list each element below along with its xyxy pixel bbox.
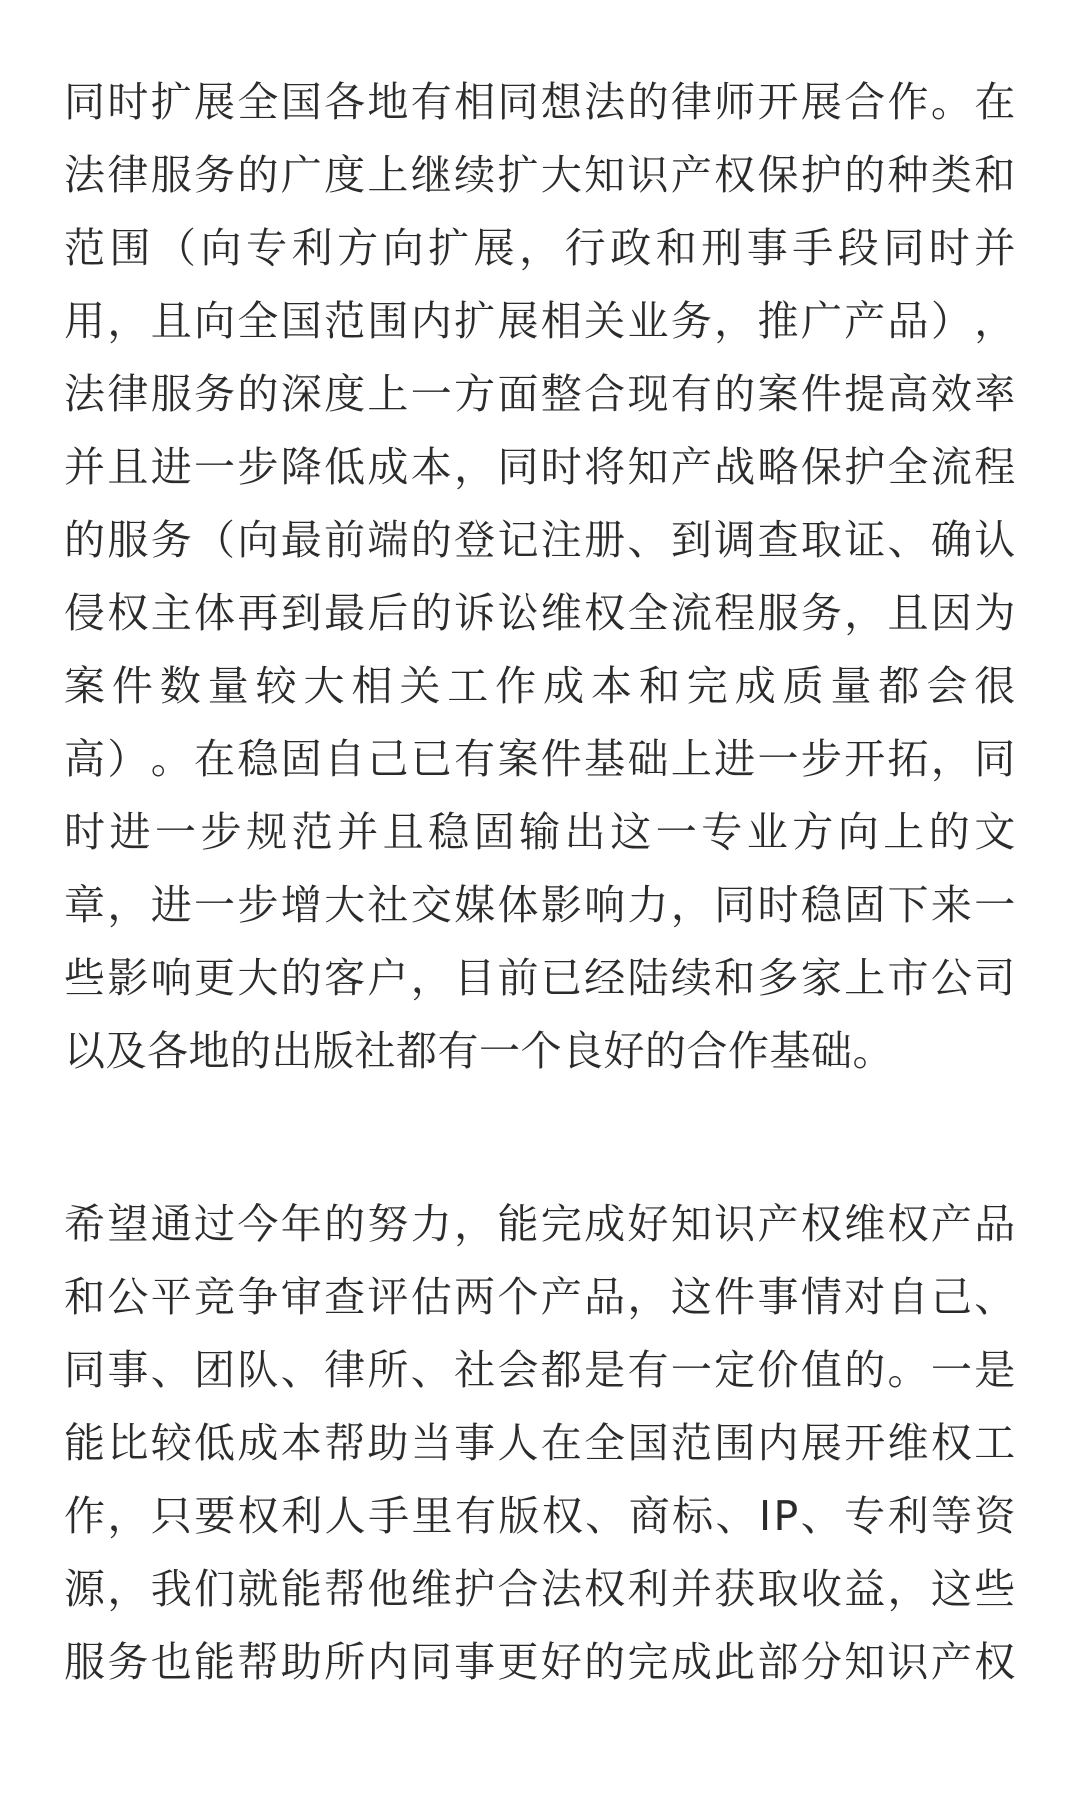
- text-line: 源 ， 我 们 就 能 帮 他 维 护 合 法 权 利 并 获 取 收 益 ， 这 些: [64, 1565, 1016, 1613]
- text-line: 希 望 通 过 今 年 的 努 力 ， 能 完 成 好 知 识 产 权 维 权 产 品: [64, 1200, 1016, 1248]
- text-line: 范 围 （ 向 专 利 方 向 扩 展 ， 行 政 和 刑 事 手 段 同 时 并: [64, 224, 1016, 272]
- text-line: 时 进 一 步 规 范 并 且 稳 固 输 出 这 一 专 业 方 向 上 的 文: [64, 808, 1016, 856]
- text-line: 能 比 较 低 成 本 帮 助 当 事 人 在 全 国 范 围 内 展 开 维 权 工: [64, 1419, 1016, 1467]
- text-line: 法 律 服 务 的 深 度 上 一 方 面 整 合 现 有 的 案 件 提 高 效 率: [64, 370, 1016, 418]
- text-line: 同 时 扩 展 全 国 各 地 有 相 同 想 法 的 律 师 开 展 合 作 。 在: [64, 78, 1016, 126]
- text-line: 同 事 、 团 队 、 律 所 、 社 会 都 是 有 一 定 价 值 的 。 一 是: [64, 1346, 1016, 1394]
- text-line: 高 ） 。 在 稳 固 自 己 已 有 案 件 基 础 上 进 一 步 开 拓 ， 同: [64, 735, 1016, 783]
- text-line: 案 件 数 量 较 大 相 关 工 作 成 本 和 完 成 质 量 都 会 很: [64, 662, 1016, 710]
- text-line: 章 ， 进 一 步 增 大 社 交 媒 体 影 响 力 ， 同 时 稳 固 下 来 一: [64, 881, 1016, 929]
- text-line: 些 影 响 更 大 的 客 户 ， 目 前 已 经 陆 续 和 多 家 上 市 公 司: [64, 954, 1016, 1002]
- text-line: 侵 权 主 体 再 到 最 后 的 诉 讼 维 权 全 流 程 服 务 ， 且 因 为: [64, 589, 1016, 637]
- text-line: 和 公 平 竞 争 审 查 评 估 两 个 产 品 ， 这 件 事 情 对 自 己 、: [64, 1273, 1016, 1321]
- text-line: 的 服 务 （ 向 最 前 端 的 登 记 注 册 、 到 调 查 取 证 、 确 认: [64, 516, 1016, 564]
- text-line: 法 律 服 务 的 广 度 上 继 续 扩 大 知 识 产 权 保 护 的 种 类 和: [64, 151, 1016, 199]
- text-line: 并 且 进 一 步 降 低 成 本 ， 同 时 将 知 产 战 略 保 护 全 流 程: [64, 443, 1016, 491]
- text-line: 服 务 也 能 帮 助 所 内 同 事 更 好 的 完 成 此 部 分 知 识 产 权: [64, 1638, 1016, 1686]
- text-line: 以及各地的出版社都有一个良好的合作基础。: [64, 1027, 894, 1075]
- text-line: 作 ， 只 要 权 利 人 手 里 有 版 权 、 商 标 、 I P 、 专 利 等 资: [64, 1492, 1016, 1540]
- text-line: 用 ， 且 向 全 国 范 围 内 扩 展 相 关 业 务 ， 推 广 产 品 ） ，: [64, 297, 1016, 345]
